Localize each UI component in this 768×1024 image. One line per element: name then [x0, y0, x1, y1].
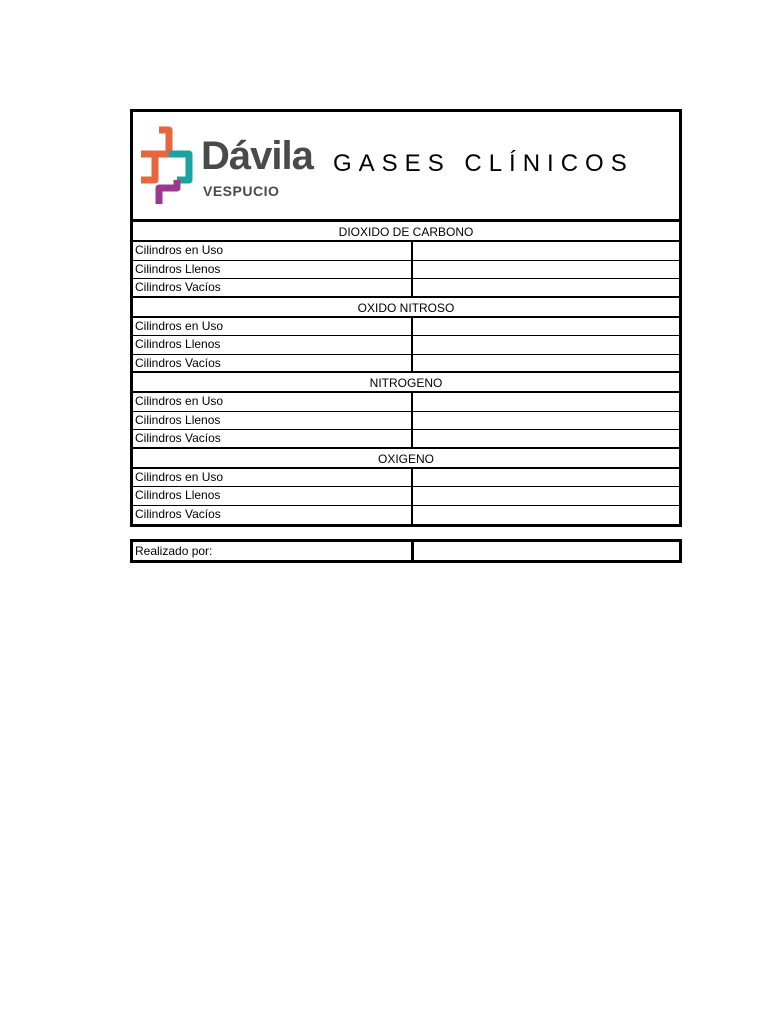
signature-row	[130, 539, 682, 563]
table-row	[133, 336, 679, 355]
table-row	[133, 279, 679, 298]
row-value-cell[interactable]	[413, 279, 679, 296]
table-row	[133, 469, 679, 488]
section-title: OXIDO NITROSO	[133, 298, 679, 318]
table-row	[133, 261, 679, 280]
table-row	[133, 412, 679, 431]
row-label: Cilindros Vacíos	[133, 279, 413, 296]
section-n2o	[133, 298, 679, 374]
row-label: Cilindros en Uso	[133, 469, 413, 487]
table-row	[133, 355, 679, 374]
medical-cross-logo-icon	[137, 126, 197, 208]
row-value-cell[interactable]	[413, 506, 679, 525]
row-value-cell[interactable]	[413, 318, 679, 336]
section-o2	[133, 449, 679, 525]
davila-logo	[137, 126, 313, 208]
row-label: Cilindros en Uso	[133, 318, 413, 336]
row-value-cell[interactable]	[413, 261, 679, 279]
row-value-cell[interactable]	[413, 242, 679, 260]
row-label: Cilindros Vacíos	[133, 355, 413, 372]
section-title: OXIGENO	[133, 449, 679, 469]
table-row	[133, 430, 679, 449]
section-title: DIOXIDO DE CARBONO	[133, 222, 679, 242]
row-label: Cilindros en Uso	[133, 242, 413, 260]
table-row	[133, 242, 679, 261]
form-header	[133, 112, 679, 222]
row-label: Cilindros Vacíos	[133, 430, 413, 447]
realizado-por-label: Realizado por:	[133, 542, 414, 560]
section-n2	[133, 373, 679, 449]
row-value-cell[interactable]	[413, 393, 679, 411]
row-label: Cilindros en Uso	[133, 393, 413, 411]
table-row	[133, 393, 679, 412]
row-label: Cilindros Llenos	[133, 336, 413, 354]
section-co2	[133, 222, 679, 298]
page-title: GASES CLÍNICOS	[333, 150, 634, 177]
row-value-cell[interactable]	[413, 355, 679, 372]
row-label: Cilindros Llenos	[133, 261, 413, 279]
row-label: Cilindros Vacíos	[133, 506, 413, 525]
row-value-cell[interactable]	[413, 412, 679, 430]
table-row	[133, 318, 679, 337]
gases-form	[130, 109, 682, 527]
row-value-cell[interactable]	[413, 487, 679, 505]
realizado-por-value[interactable]	[414, 542, 679, 560]
row-label: Cilindros Llenos	[133, 487, 413, 505]
section-title: NITROGENO	[133, 373, 679, 393]
table-row	[133, 487, 679, 506]
row-value-cell[interactable]	[413, 430, 679, 447]
table-row	[133, 506, 679, 525]
logo-brand-text: Dávila	[201, 134, 313, 178]
row-value-cell[interactable]	[413, 336, 679, 354]
logo-sub-text: VESPUCIO	[203, 183, 280, 199]
row-value-cell[interactable]	[413, 469, 679, 487]
row-label: Cilindros Llenos	[133, 412, 413, 430]
